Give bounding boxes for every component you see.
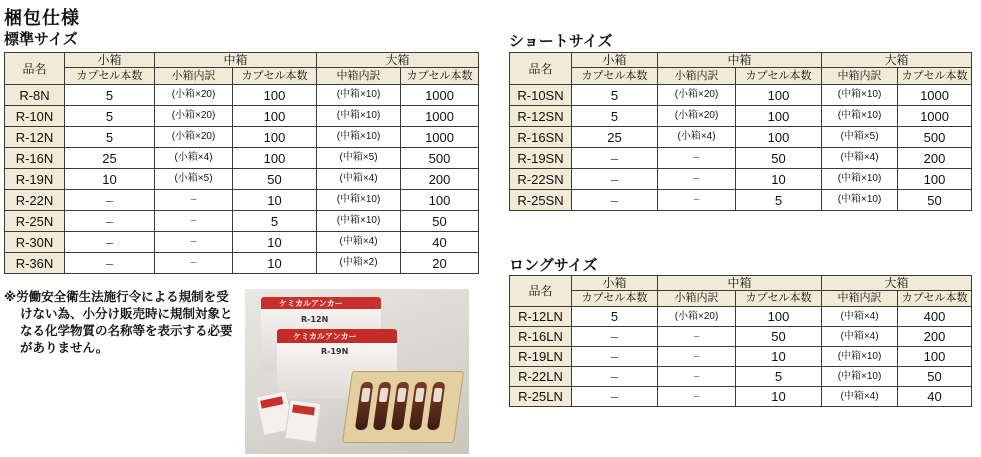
part-name-cell: R-25LN [510,387,572,407]
medium-breakdown-cell: (中箱×2) [317,253,401,274]
regulation-note: ※労働安全衛生法施行令による規制を受けない為、小分け販売時に規制対象となる化学物質の名称等を表示する必要がありません。 [4,289,233,355]
table-row [510,327,972,347]
medium-capsule-cell: 50 [233,169,317,190]
part-name-cell: R-22LN [510,367,572,387]
small-capsule-cell: – [65,232,155,253]
medium-capsule-cell: 100 [736,85,822,106]
large-capsule-cell: 1000 [898,85,972,106]
large-capsule-cell: 40 [401,232,479,253]
small-capsule-cell: – [572,347,658,367]
small-breakdown-cell: (小箱×20) [155,85,233,106]
part-name-cell: R-10N [5,106,65,127]
large-capsule-cell: 50 [898,190,972,211]
capsule [391,382,410,430]
medium-breakdown-cell: (中箱×4) [822,327,898,347]
large-capsule-cell: 400 [898,307,972,327]
table-row [5,253,479,274]
medium-capsule-cell: 10 [233,190,317,211]
medium-breakdown-cell: (中箱×10) [822,367,898,387]
medium-capsule-cell: 100 [233,85,317,106]
table-row [510,190,972,211]
part-name-cell: R-22SN [510,169,572,190]
small-breakdown-cell: – [658,169,736,190]
medium-breakdown-cell: (中箱×4) [317,169,401,190]
header-small-box: 小箱 [65,53,155,68]
header-capsule-count: カプセル本数 [898,68,972,85]
medium-capsule-cell: 5 [736,190,822,211]
large-capsule-cell: 1000 [401,127,479,148]
small-capsule-cell: 5 [65,85,155,106]
medium-breakdown-cell: (中箱×4) [822,148,898,169]
table-row [5,232,479,253]
long-size-heading: ロングサイズ [509,256,598,274]
medium-capsule-cell: 50 [736,327,822,347]
small-capsule-cell: – [572,327,658,347]
medium-capsule-cell: 10 [233,253,317,274]
header-medium-box: 中箱 [658,53,822,68]
large-capsule-cell: 1000 [401,85,479,106]
product-box-model: R-19N [321,347,349,356]
small-breakdown-cell: (小箱×4) [155,148,233,169]
header-capsule-count: カプセル本数 [65,68,155,85]
header-part-name: 品名 [510,53,572,85]
part-name-cell: R-10SN [510,85,572,106]
table-row [5,127,479,148]
header-small-box: 小箱 [572,53,658,68]
product-photo [245,289,469,454]
medium-capsule-cell: 100 [736,307,822,327]
medium-capsule-cell: 100 [233,148,317,169]
part-name-cell: R-19LN [510,347,572,367]
header-capsule-count: カプセル本数 [572,291,658,307]
standard-size-table [4,52,479,274]
table-row [5,169,479,190]
small-breakdown-cell: (小箱×5) [155,169,233,190]
header-small-box: 小箱 [572,276,658,291]
medium-breakdown-cell: (中箱×4) [822,387,898,407]
table-row [510,367,972,387]
small-capsule-cell: – [572,190,658,211]
medium-breakdown-cell: (中箱×5) [822,127,898,148]
long-rows [510,307,972,407]
small-capsule-cell: – [572,387,658,407]
small-capsule-cell: – [65,190,155,211]
part-name-cell: R-12N [5,127,65,148]
small-capsule-cell: – [65,211,155,232]
medium-capsule-cell: 10 [233,232,317,253]
small-capsule-cell: 10 [65,169,155,190]
medium-breakdown-cell: (中箱×10) [317,106,401,127]
large-capsule-cell: 50 [401,211,479,232]
capsule [427,382,446,430]
part-name-cell: R-12SN [510,106,572,127]
capsule [409,382,428,430]
small-breakdown-cell: – [658,190,736,211]
part-name-cell: R-8N [5,85,65,106]
product-box-model: R-12N [301,315,329,324]
table-row [510,169,972,190]
product-box-label: ケミカルアンカー [293,332,357,341]
small-breakdown-cell: (小箱×20) [658,106,736,127]
large-capsule-cell: 50 [898,367,972,387]
medium-breakdown-cell: (中箱×4) [317,232,401,253]
header-small-breakdown: 小箱内訳 [155,68,233,85]
large-capsule-cell: 500 [401,148,479,169]
header-capsule-count: カプセル本数 [736,68,822,85]
page-title: 梱包仕様 [4,8,80,29]
small-capsule-cell: 5 [65,106,155,127]
medium-capsule-cell: 50 [736,148,822,169]
medium-breakdown-cell: (中箱×10) [822,347,898,367]
large-capsule-cell: 1000 [898,106,972,127]
small-breakdown-cell: – [155,253,233,274]
medium-breakdown-cell: (中箱×4) [822,307,898,327]
medium-breakdown-cell: (中箱×10) [822,106,898,127]
large-capsule-cell: 100 [898,347,972,367]
table-row [510,127,972,148]
capsule-tray [342,371,464,443]
standard-rows [5,85,479,274]
medium-capsule-cell: 100 [736,127,822,148]
small-capsule-cell: 5 [65,127,155,148]
small-breakdown-cell: – [658,347,736,367]
large-capsule-cell: 100 [401,190,479,211]
small-capsule-cell: 5 [572,85,658,106]
table-row [510,148,972,169]
short-size-table [509,52,972,211]
medium-breakdown-cell: (中箱×10) [317,190,401,211]
header-part-name: 品名 [510,276,572,307]
small-breakdown-cell: (小箱×20) [658,307,736,327]
small-capsule-cell: 25 [65,148,155,169]
header-capsule-count: カプセル本数 [736,291,822,307]
part-name-cell: R-25N [5,211,65,232]
header-capsule-count: カプセル本数 [572,68,658,85]
header-medium-box: 中箱 [658,276,822,291]
medium-capsule-cell: 5 [233,211,317,232]
small-breakdown-cell: – [658,148,736,169]
small-breakdown-cell: – [658,327,736,347]
long-size-table [509,275,972,407]
large-capsule-cell: 20 [401,253,479,274]
capsule [373,382,392,430]
header-large-box: 大箱 [822,53,972,68]
medium-capsule-cell: 10 [736,387,822,407]
medium-capsule-cell: 100 [233,106,317,127]
medium-breakdown-cell: (中箱×10) [822,85,898,106]
medium-breakdown-cell: (中箱×10) [317,211,401,232]
part-name-cell: R-25SN [510,190,572,211]
header-medium-breakdown: 中箱内訳 [822,68,898,85]
part-name-cell: R-22N [5,190,65,211]
small-capsule-cell: 5 [572,106,658,127]
small-breakdown-cell: – [658,387,736,407]
large-capsule-cell: 500 [898,127,972,148]
header-medium-breakdown: 中箱内訳 [317,68,401,85]
large-capsule-cell: 1000 [401,106,479,127]
medium-capsule-cell: 100 [736,106,822,127]
small-capsule-cell: – [572,367,658,387]
large-capsule-cell: 100 [898,169,972,190]
header-part-name: 品名 [5,53,65,85]
large-capsule-cell: 200 [898,148,972,169]
medium-capsule-cell: 10 [736,169,822,190]
short-size-heading: ショートサイズ [509,32,613,50]
table-row [5,190,479,211]
medium-breakdown-cell: (中箱×5) [317,148,401,169]
header-small-breakdown: 小箱内訳 [658,68,736,85]
small-breakdown-cell: – [658,367,736,387]
capsule-pack [284,399,321,443]
part-name-cell: R-36N [5,253,65,274]
table-row [5,211,479,232]
part-name-cell: R-16SN [510,127,572,148]
table-row [510,387,972,407]
header-large-box: 大箱 [317,53,479,68]
header-small-breakdown: 小箱内訳 [658,291,736,307]
small-breakdown-cell: – [155,232,233,253]
header-capsule-count: カプセル本数 [233,68,317,85]
part-name-cell: R-12LN [510,307,572,327]
standard-size-heading: 標準サイズ [4,30,78,48]
small-breakdown-cell: (小箱×20) [658,85,736,106]
table-row [510,85,972,106]
header-medium-breakdown: 中箱内訳 [822,291,898,307]
product-box-label: ケミカルアンカー [279,299,343,308]
small-capsule-cell: – [572,169,658,190]
table-row [5,148,479,169]
header-large-box: 大箱 [822,276,972,291]
medium-breakdown-cell: (中箱×10) [822,169,898,190]
capsule [355,382,374,430]
small-breakdown-cell: (小箱×20) [155,106,233,127]
small-capsule-cell: 5 [572,307,658,327]
medium-breakdown-cell: (中箱×10) [822,190,898,211]
small-capsule-cell: – [572,148,658,169]
part-name-cell: R-19N [5,169,65,190]
medium-capsule-cell: 5 [736,367,822,387]
table-row [5,106,479,127]
medium-breakdown-cell: (中箱×10) [317,127,401,148]
header-capsule-count: カプセル本数 [401,68,479,85]
medium-capsule-cell: 100 [233,127,317,148]
medium-breakdown-cell: (中箱×10) [317,85,401,106]
small-breakdown-cell: – [155,190,233,211]
part-name-cell: R-16LN [510,327,572,347]
part-name-cell: R-30N [5,232,65,253]
small-breakdown-cell: – [155,211,233,232]
table-row [510,347,972,367]
small-capsule-cell: 25 [572,127,658,148]
small-breakdown-cell: (小箱×4) [658,127,736,148]
large-capsule-cell: 40 [898,387,972,407]
part-name-cell: R-16N [5,148,65,169]
table-row [5,85,479,106]
part-name-cell: R-19SN [510,148,572,169]
small-breakdown-cell: (小箱×20) [155,127,233,148]
large-capsule-cell: 200 [401,169,479,190]
header-capsule-count: カプセル本数 [898,291,972,307]
large-capsule-cell: 200 [898,327,972,347]
small-capsule-cell: – [65,253,155,274]
short-rows [510,85,972,211]
medium-capsule-cell: 10 [736,347,822,367]
table-row [510,106,972,127]
header-medium-box: 中箱 [155,53,317,68]
table-row [510,307,972,327]
